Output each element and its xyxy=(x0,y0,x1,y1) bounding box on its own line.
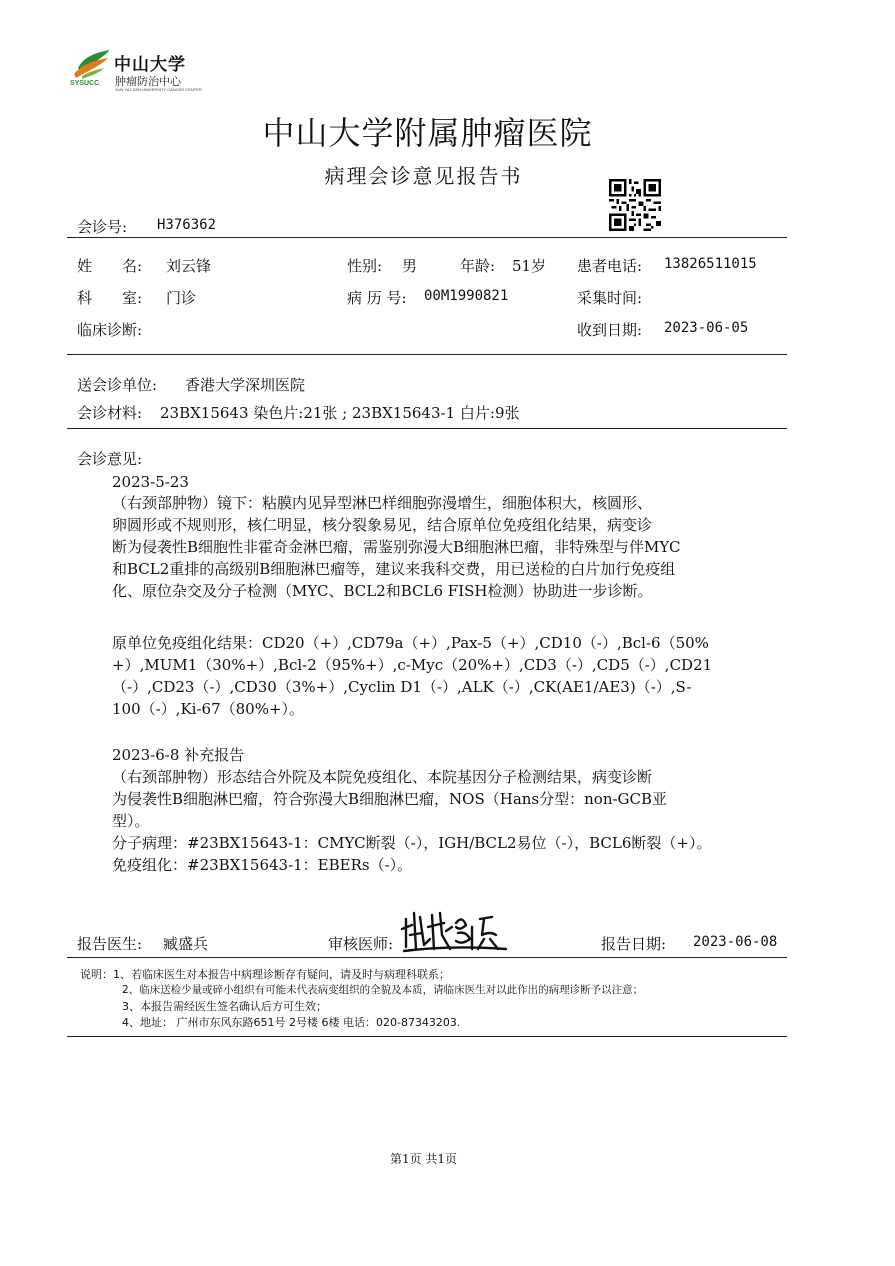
paragraph-line: （右颈部肿物）镜下：粘膜内见异型淋巴样细胞弥漫增生，细胞体积大，核圆形、 xyxy=(112,494,653,512)
logo-en: SYSUCC xyxy=(70,80,100,87)
opinion-date-2: 2023-6-8 补充报告 xyxy=(112,746,245,764)
report-doctor-label: 报告医生: xyxy=(77,935,143,953)
collect-time-label: 采集时间: xyxy=(577,289,643,307)
logo-cn-sub: 肿瘤防治中心 xyxy=(115,75,181,88)
send-unit: 香港大学深圳医院 xyxy=(185,376,306,394)
divider-bottom xyxy=(67,1036,787,1037)
sex-value: 男 xyxy=(402,257,418,275)
material-label: 会诊材料: xyxy=(77,404,143,422)
consult-number-label: 会诊号: xyxy=(77,218,128,236)
hospital-name: 中山大学附属肿瘤医院 xyxy=(262,114,593,152)
page-number: 第1页 共1页 xyxy=(389,1152,458,1166)
divider-patient xyxy=(67,354,787,355)
report-doctor: 臧盛兵 xyxy=(163,935,209,953)
material-value: 23BX15643 染色片:21张 ; 23BX15643-1 白片:9张 xyxy=(160,404,520,422)
note-line-3: 3、本报告需经医生签名确认后方可生效； xyxy=(122,1000,327,1013)
sex-label: 性别: xyxy=(347,257,383,275)
patient-name: 刘云锋 xyxy=(166,257,212,275)
paragraph-line: 和BCL2重排的高级别B细胞淋巴瘤等，建议来我科交费，用已送检的白片加行免疫组 xyxy=(112,560,676,578)
reviewer-signature xyxy=(400,905,510,955)
clinical-diagnosis-label: 临床诊断: xyxy=(77,321,143,339)
note-line-4: 4、地址： 广州市东风东路651号 2号楼 6楼 电话：020-87343203. xyxy=(122,1016,461,1029)
received-date-label: 收到日期: xyxy=(577,321,643,339)
supplementary-report xyxy=(112,766,772,876)
divider-top xyxy=(67,237,787,238)
reviewer-label: 审核医师: xyxy=(328,935,394,953)
qr-code-icon xyxy=(609,179,661,231)
paragraph-line: 为侵袭性B细胞淋巴瘤，符合弥漫大B细胞淋巴瘤，NOS（Hans分型：non-GCB亚 xyxy=(112,790,668,808)
opinion-date-1: 2023-5-23 xyxy=(112,473,189,491)
paragraph-line: （右颈部肿物）形态结合外院及本院免疫组化、本院基因分子检测结果，病变诊断 xyxy=(112,768,653,786)
department-label: 科 室: xyxy=(77,289,143,307)
consult-number: H376362 xyxy=(157,217,217,233)
send-unit-label: 送会诊单位: xyxy=(77,376,158,394)
report-date: 2023-06-08 xyxy=(693,934,778,950)
opinion-label: 会诊意见: xyxy=(77,450,143,468)
received-date: 2023-06-05 xyxy=(664,320,749,336)
paragraph-line: 断为侵袭性B细胞性非霍奇金淋巴瘤，需鉴别弥漫大B细胞淋巴瘤，非特殊型与伴MYC xyxy=(112,538,681,556)
phone-value: 13826511015 xyxy=(664,256,757,272)
paragraph-line: 化、原位杂交及分子检测（MYC、BCL2和BCL6 FISH检测）协助进一步诊断。 xyxy=(112,582,653,600)
divider-send xyxy=(67,428,787,429)
logo-emblem-icon xyxy=(70,46,114,84)
age-label: 年龄: xyxy=(460,257,496,275)
logo-en-sub: SUN YAT-SEN UNIVERSITY CANCER CENTER xyxy=(115,87,202,92)
phone-label: 患者电话: xyxy=(577,257,643,275)
report-title: 病理会诊意见报告书 xyxy=(324,164,523,188)
logo-cn-name: 中山大学 xyxy=(114,55,186,75)
paragraph-line: +）,MUM1（30%+）,Bcl-2（95%+）,c-Myc（20%+）,CD3（-）,CD5（-）,CD21 xyxy=(112,656,713,674)
department-value: 门诊 xyxy=(166,289,197,307)
paragraph-line: 分子病理：#23BX15643-1：CMYC断裂（-），IGH/BCL2易位（-），BCL6断裂（+）。 xyxy=(112,834,712,852)
record-number: 00M1990821 xyxy=(424,288,509,304)
paragraph-line: 型）。 xyxy=(112,812,150,830)
hospital-logo xyxy=(70,46,200,96)
divider-footer xyxy=(67,957,787,958)
immunohistochemistry-results xyxy=(112,632,772,720)
paragraph-line: 100（-）,Ki-67（80%+）。 xyxy=(112,700,305,718)
note-line-1: 说明：1、若临床医生对本报告中病理诊断存有疑问，请及时与病理科联系； xyxy=(80,968,450,981)
age-value: 51岁 xyxy=(512,257,547,275)
paragraph-line: 原单位免疫组化结果：CD20（+）,CD79a（+）,Pax-5（+）,CD10（-）,Bcl-6（50% xyxy=(112,634,709,652)
patient-name-label: 姓 名: xyxy=(77,257,143,275)
report-date-label: 报告日期: xyxy=(601,935,667,953)
record-number-label: 病 历 号: xyxy=(347,289,407,307)
note-line-2: 2、临床送检少量或碎小组织有可能未代表病变组织的全貌及本质，请临床医生对以此作出的病理诊断予以注意； xyxy=(122,984,644,996)
paragraph-line: 免疫组化：#23BX15643-1：EBERs（-）。 xyxy=(112,856,413,874)
paragraph-line: 卵圆形或不规则形，核仁明显，核分裂象易见，结合原单位免疫组化结果，病变诊 xyxy=(112,516,653,534)
opinion-paragraph-1 xyxy=(112,492,772,602)
paragraph-line: （-）,CD23（-）,CD30（3%+）,Cyclin D1（-）,ALK（-）,CK(AE1/AE3)（-）,S- xyxy=(112,678,692,696)
